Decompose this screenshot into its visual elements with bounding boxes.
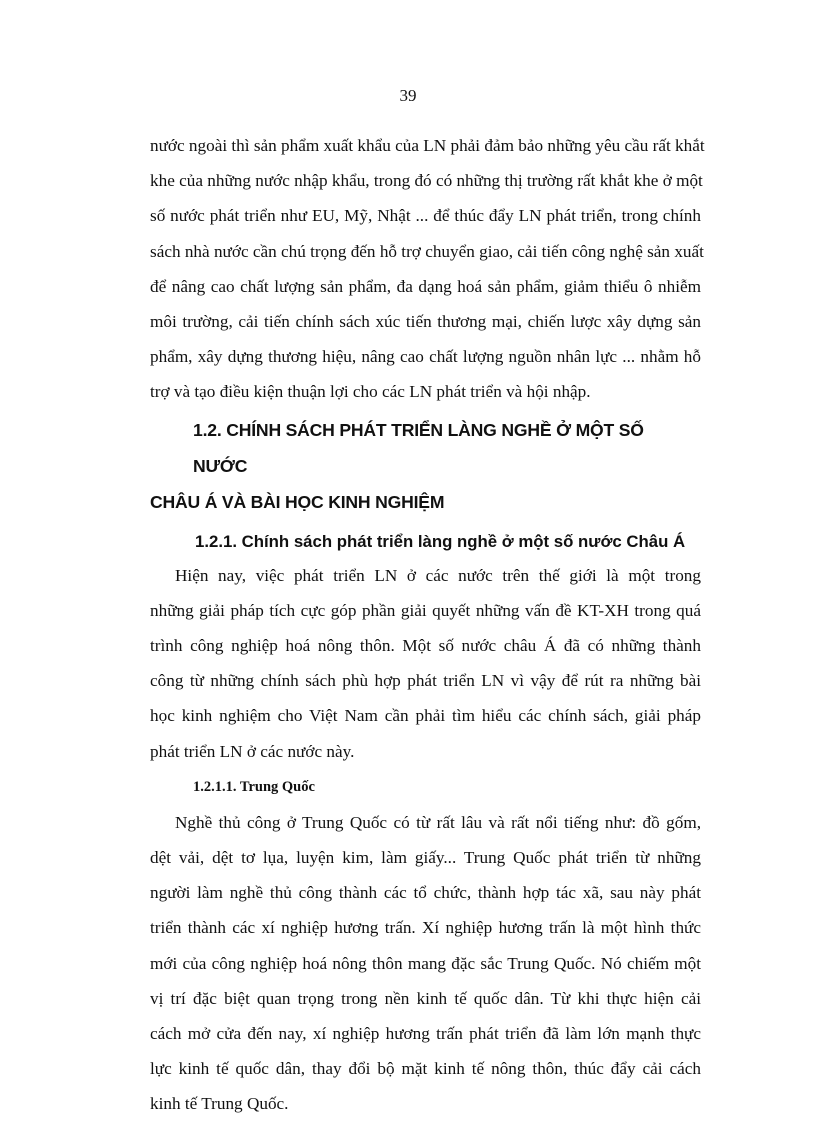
subsection-heading: 1.2.1. Chính sách phát triển làng nghề ở một số nước Châu Á [195, 531, 686, 551]
section-heading [150, 412, 701, 520]
text-line: những giải pháp tích cực góp phần giải quyết những vấn đề KT-XH trong quá [150, 600, 701, 620]
text-line: để nâng cao chất lượng sản phẩm, đa dạng hoá sản phẩm, giảm thiểu ô nhiễm [150, 276, 701, 296]
text-line: số nước phát triển như EU, Mỹ, Nhật ... để thúc đẩy LN phát triển, trong chính [150, 206, 701, 226]
text-line: vị trí đặc biệt quan trọng trong nền kinh tế quốc dân. Từ khi thực hiện cải [150, 988, 701, 1008]
text-line: Nghề thủ công ở Trung Quốc có từ rất lâu và rất nổi tiếng như: đồ gốm, [175, 812, 701, 832]
text-line: triển thành các xí nghiệp hương trấn. Xí nghiệp hương trấn là một hình thức [150, 918, 701, 938]
text-line: mới của công nghiệp hoá nông thôn mang đặc sắc Trung Quốc. Nó chiếm một [150, 953, 701, 973]
paragraph-china [150, 805, 701, 1122]
text-line: dệt vải, dệt tơ lụa, luyện kim, làm giấy... Trung Quốc phát triển từ những [150, 848, 701, 868]
text-line: trợ và tạo điều kiện thuận lợi cho các LN phát triển và hội nhập. [150, 382, 591, 402]
text-line: người làm nghề thủ công thành các tổ chức, thành hợp tác xã, sau này phát [150, 883, 701, 903]
text-line: Hiện nay, việc phát triển LN ở các nước trên thế giới là một trong [175, 565, 701, 585]
section-heading-line-1: 1.2. CHÍNH SÁCH PHÁT TRIỂN LÀNG NGHỀ Ở MỘT SỐ NƯỚC [193, 419, 644, 476]
text-line: sách nhà nước cần chú trọng đến hỗ trợ chuyển giao, cải tiến công nghệ sản xuất [150, 241, 704, 261]
page-number: 39 [399, 86, 417, 105]
text-line: khe của những nước nhập khẩu, trong đó có những thị trường rất khắt khe ở một [150, 171, 703, 191]
text-line: học kinh nghiệm cho Việt Nam cần phải tìm hiểu các chính sách, giải pháp [150, 706, 701, 726]
text-line: trình công nghiệp hoá nông thôn. Một số nước châu Á đã có những thành [150, 636, 701, 656]
text-line: kinh tế Trung Quốc. [150, 1094, 289, 1114]
text-line: công từ những chính sách phù hợp phát triển LN vì vậy để rút ra những bài [150, 671, 701, 691]
paragraph-policy-overview [150, 558, 701, 769]
text-line: phẩm, xây dựng thương hiệu, nâng cao chất lượng nguồn nhân lực ... nhằm hỗ [150, 347, 701, 367]
text-line: cách mở cửa đến nay, xí nghiệp hương trấn phát triển đã làm lớn mạnh thực [150, 1024, 701, 1044]
intro-paragraph [150, 128, 705, 410]
text-line: nước ngoài thì sản phẩm xuất khẩu của LN phải đảm bảo những yêu cầu rất khắt [150, 136, 705, 155]
page-body [150, 128, 705, 1122]
text-line: môi trường, cải tiến chính sách xúc tiến thương mại, chiến lược xây dựng sản [150, 312, 701, 332]
text-line: phát triển LN ở các nước này. [150, 741, 355, 761]
section-heading-line-2: CHÂU Á VÀ BÀI HỌC KINH NGHIỆM [150, 491, 445, 512]
text-line: lực kinh tế quốc dân, thay đổi bộ mặt kinh tế nông thôn, thúc đẩy cải cách [150, 1059, 701, 1079]
subsubsection-heading: 1.2.1.1. Trung Quốc [193, 778, 315, 795]
